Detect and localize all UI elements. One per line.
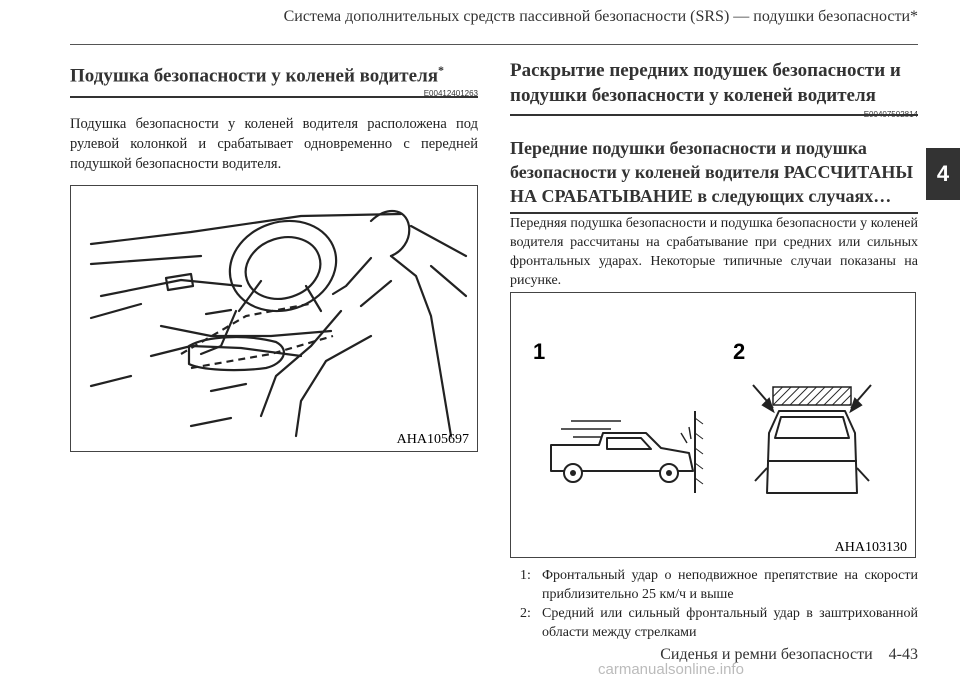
knee-airbag-description: Подушка безопасности у коленей водителя расположена под рулевой колонкой и срабатывает одновременно с передней подушкой безопасности водителя. (70, 116, 478, 172)
figure-number-1: 1 (533, 339, 546, 364)
note-item (520, 566, 918, 604)
deployment-description: Передняя подушка безопасности и подушка безопасности у коленей водителя рассчитаны на срабатывание при средних или сильных фронтальных ударах. Некоторые типичные случаи показаны на рисунке. (510, 216, 918, 288)
collision-illustration (510, 292, 916, 558)
note-number: 1: (520, 568, 531, 583)
page-number: 4-43 (888, 646, 918, 663)
figure-number-2: 2 (733, 339, 746, 364)
section-title-text: Подушка безопасности у коленей водителя (70, 65, 439, 87)
chapter-tab: 4 (926, 148, 960, 200)
reference-code: E00412401263 (423, 89, 478, 98)
note-number: 2: (520, 606, 531, 621)
figure-label-2: AHA103130 (834, 540, 907, 555)
header-rule (70, 44, 918, 45)
watermark: carmanualsonline.info (598, 661, 744, 678)
section-title-deployment: Раскрытие передних подушек безопасности и подушки безопасности у коленей водителя (510, 58, 918, 116)
note-text: Средний или сильный фронтальный удар в заштрихованной области между стрелками (542, 606, 918, 640)
driver-cabin-drawing (71, 186, 477, 451)
running-header: Система дополнительных средств пассивной безопасности (SRS) — подушки безопасности* (283, 8, 918, 25)
subsection-heading: Передние подушки безопасности и подушка безопасности у коленей водителя РАССЧИТАНЫ НА СРАБАТЫВАНИЕ в следующих случаях… (510, 136, 918, 214)
note-text: Фронтальный удар о неподвижное препятствие на скорости приблизительно 25 км/ч и выше (542, 568, 918, 602)
figure-label: AHA105697 (396, 432, 469, 447)
note-item (520, 604, 918, 642)
collision-drawing (511, 293, 915, 557)
knee-airbag-illustration (70, 185, 478, 452)
figure-notes (520, 566, 918, 642)
footer-section: Сиденья и ремни безопасности (660, 646, 873, 663)
reference-code-2: E00407502814 (863, 110, 918, 119)
optional-equipment-mark: * (438, 63, 445, 77)
